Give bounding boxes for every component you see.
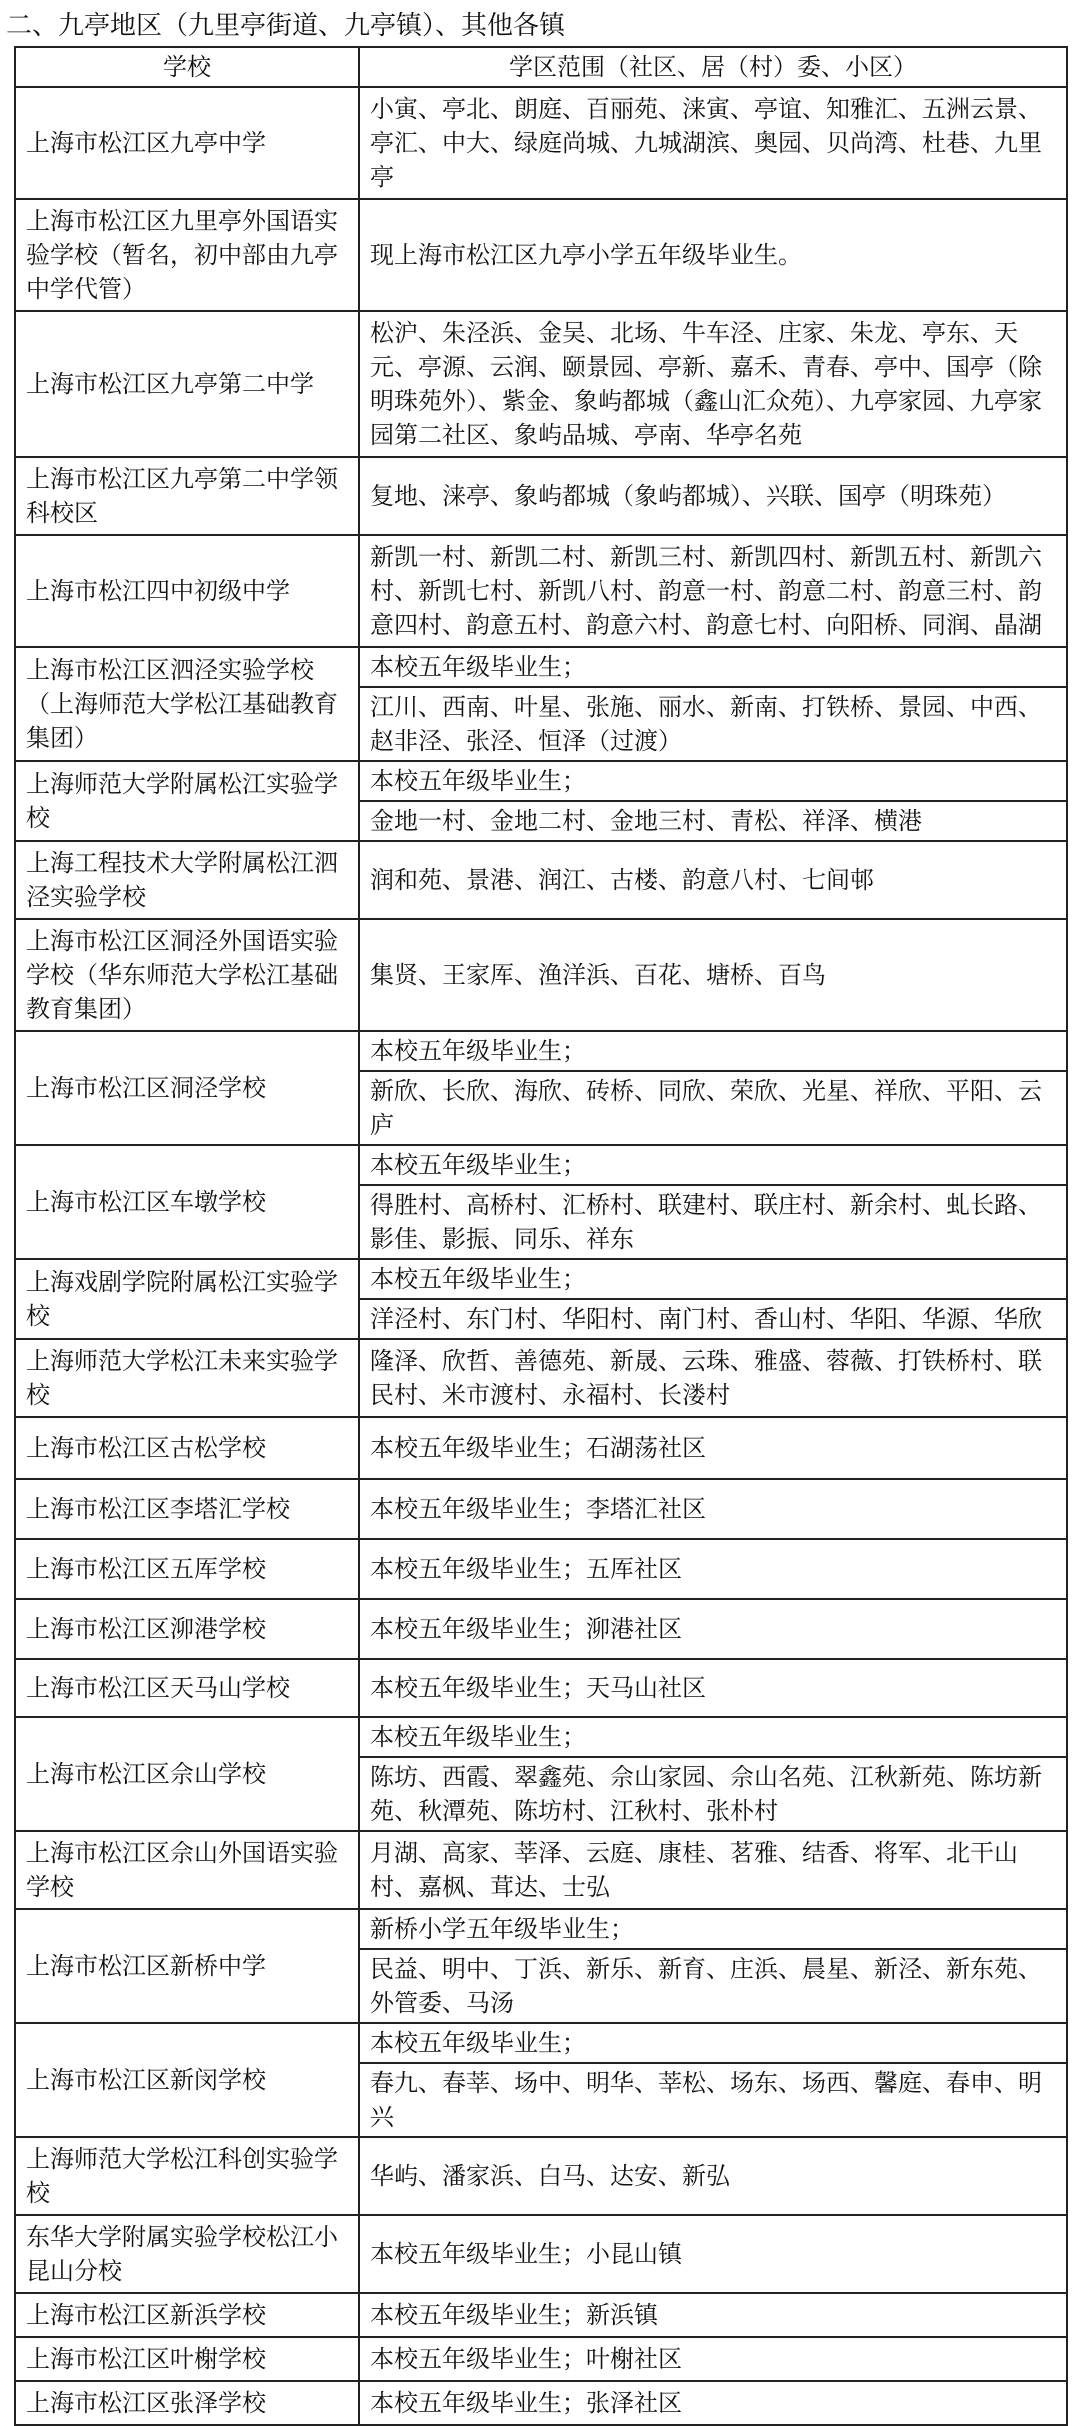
district-range-cell: 陈坊、西霞、翠鑫苑、佘山家园、佘山名苑、江秋新苑、陈坊新苑、秋潭苑、陈坊村、江秋村、张朴村 [359,1757,1067,1831]
table-row [15,311,1067,457]
table-row [15,841,1067,919]
school-name-cell: 上海市松江区李塔汇学校 [15,1479,359,1539]
school-name-cell: 上海市松江区新桥中学 [15,1909,359,2023]
table-row [15,2337,1067,2381]
district-range-cell: 本校五年级毕业生；泖港社区 [359,1599,1067,1659]
district-range-cell: 本校五年级毕业生；天马山社区 [359,1659,1067,1717]
district-range-cell: 本校五年级毕业生； [359,761,1067,801]
section-heading: 二、九亭地区（九里亭街道、九亭镇）、其他各镇 [6,11,566,41]
district-range-cell: 本校五年级毕业生； [359,1145,1067,1185]
school-name-cell: 上海市松江区五厍学校 [15,1539,359,1599]
header-range: 学区范围（社区、居（村）委、小区） [359,47,1067,87]
table-row [15,1259,1067,1299]
table-row [15,1909,1067,1949]
table-body [15,87,1067,2425]
district-range-cell: 复地、涞亭、象屿都城（象屿都城）、兴联、国亭（明珠苑） [359,457,1067,535]
table-row [15,1717,1067,1757]
school-name-cell: 上海市松江区泗泾实验学校（上海师范大学松江基础教育集团） [15,647,359,761]
district-range-cell: 本校五年级毕业生； [359,647,1067,687]
table-row [15,1145,1067,1185]
school-name-cell: 上海市松江区张泽学校 [15,2381,359,2425]
district-range-cell: 本校五年级毕业生；五厍社区 [359,1539,1067,1599]
district-range-cell: 江川、西南、叶星、张施、丽水、新南、打铁桥、景园、中西、赵非泾、张泾、恒泽（过渡） [359,687,1067,761]
district-range-cell: 本校五年级毕业生；张泽社区 [359,2381,1067,2425]
district-range-cell: 本校五年级毕业生；新浜镇 [359,2293,1067,2337]
school-name-cell: 上海市松江区九亭中学 [15,87,359,199]
header-school: 学校 [15,47,359,87]
district-range-cell: 小寅、亭北、朗庭、百丽苑、涞寅、亭谊、知雅汇、五洲云景、亭汇、中大、绿庭尚城、九城湖滨、奥园、贝尚湾、杜巷、九里亭 [359,87,1067,199]
table-row [15,1031,1067,1071]
district-range-cell: 金地一村、金地二村、金地三村、青松、祥泽、横港 [359,801,1067,841]
school-name-cell: 上海市松江区洞泾外国语实验学校（华东师范大学松江基础教育集团） [15,919,359,1031]
school-name-cell: 上海市松江四中初级中学 [15,535,359,647]
school-district-table [14,46,1068,2426]
table-row [15,1339,1067,1417]
school-name-cell: 上海市松江区泖港学校 [15,1599,359,1659]
school-name-cell: 上海市松江区九亭第二中学领科校区 [15,457,359,535]
district-range-cell: 本校五年级毕业生； [359,2023,1067,2063]
district-range-cell: 本校五年级毕业生； [359,1259,1067,1299]
district-range-cell: 本校五年级毕业生；小昆山镇 [359,2215,1067,2293]
school-name-cell: 上海市松江区新浜学校 [15,2293,359,2337]
district-range-cell: 本校五年级毕业生； [359,1717,1067,1757]
district-range-cell: 春九、春莘、场中、明华、莘松、场东、场西、馨庭、春申、明兴 [359,2063,1067,2137]
district-range-cell: 得胜村、高桥村、汇桥村、联建村、联庄村、新余村、虬长路、影佳、影振、同乐、祥东 [359,1185,1067,1259]
school-name-cell: 上海师范大学松江科创实验学校 [15,2137,359,2215]
district-range-cell: 隆泽、欣哲、善德苑、新晟、云珠、雅盛、蓉薇、打铁桥村、联民村、米市渡村、永福村、长溇村 [359,1339,1067,1417]
district-range-cell: 新欣、长欣、海欣、砖桥、同欣、荣欣、光星、祥欣、平阳、云庐 [359,1071,1067,1145]
school-name-cell: 上海市松江区古松学校 [15,1417,359,1479]
district-range-cell: 润和苑、景港、润江、古楼、韵意八村、七间邨 [359,841,1067,919]
table-row [15,1659,1067,1717]
table-row [15,1599,1067,1659]
district-range-cell: 集贤、王家厍、渔洋浜、百花、塘桥、百鸟 [359,919,1067,1031]
district-range-cell: 本校五年级毕业生；李塔汇社区 [359,1479,1067,1539]
district-range-cell: 本校五年级毕业生；叶榭社区 [359,2337,1067,2381]
table-row [15,647,1067,687]
school-name-cell: 上海市松江区洞泾学校 [15,1031,359,1145]
district-range-cell: 新凯一村、新凯二村、新凯三村、新凯四村、新凯五村、新凯六村、新凯七村、新凯八村、韵意一村、韵意二村、韵意三村、韵意四村、韵意五村、韵意六村、韵意七村、向阳桥、同润、晶湖 [359,535,1067,647]
district-range-cell: 现上海市松江区九亭小学五年级毕业生。 [359,199,1067,311]
district-range-cell: 本校五年级毕业生； [359,1031,1067,1071]
table-row [15,2137,1067,2215]
district-range-cell: 民益、明中、丁浜、新乐、新育、庄浜、晨星、新泾、新东苑、外管委、马汤 [359,1949,1067,2023]
district-range-cell: 本校五年级毕业生；石湖荡社区 [359,1417,1067,1479]
district-range-cell: 月湖、高家、莘泽、云庭、康桂、茗雅、结香、将军、北干山村、嘉枫、茸达、士弘 [359,1831,1067,1909]
school-name-cell: 上海市松江区车墩学校 [15,1145,359,1259]
district-range-cell: 华屿、潘家浜、白马、达安、新弘 [359,2137,1067,2215]
school-name-cell: 上海师范大学附属松江实验学校 [15,761,359,841]
school-name-cell: 上海市松江区九里亭外国语实验学校（暂名，初中部由九亭中学代管） [15,199,359,311]
table-row [15,761,1067,801]
district-range-cell: 松沪、朱泾浜、金吴、北场、牛车泾、庄家、朱龙、亭东、天元、亭源、云润、颐景园、亭新、嘉禾、青春、亭中、国亭（除明珠苑外）、紫金、象屿都城（鑫山汇众苑）、九亭家园、九亭家园第二社区、象屿品城、亭南、华亭名苑 [359,311,1067,457]
table-row [15,535,1067,647]
school-name-cell: 上海市松江区九亭第二中学 [15,311,359,457]
table-row [15,919,1067,1031]
table-row [15,199,1067,311]
district-range-cell: 洋泾村、东门村、华阳村、南门村、香山村、华阳、华源、华欣 [359,1299,1067,1339]
table-row [15,1417,1067,1479]
table-header-row [15,47,1067,87]
table-row [15,2381,1067,2425]
table-row [15,87,1067,199]
table-row [15,2023,1067,2063]
school-name-cell: 上海市松江区天马山学校 [15,1659,359,1717]
table-row [15,457,1067,535]
school-name-cell: 东华大学附属实验学校松江小昆山分校 [15,2215,359,2293]
school-name-cell: 上海戏剧学院附属松江实验学校 [15,1259,359,1339]
school-name-cell: 上海市松江区新闵学校 [15,2023,359,2137]
school-name-cell: 上海市松江区佘山外国语实验学校 [15,1831,359,1909]
school-name-cell: 上海师范大学松江未来实验学校 [15,1339,359,1417]
school-name-cell: 上海市松江区佘山学校 [15,1717,359,1831]
school-name-cell: 上海工程技术大学附属松江泗泾实验学校 [15,841,359,919]
school-name-cell: 上海市松江区叶榭学校 [15,2337,359,2381]
table-row [15,1831,1067,1909]
table-row [15,1539,1067,1599]
table-row [15,2293,1067,2337]
table-row [15,1479,1067,1539]
table-row [15,2215,1067,2293]
district-range-cell: 新桥小学五年级毕业生； [359,1909,1067,1949]
